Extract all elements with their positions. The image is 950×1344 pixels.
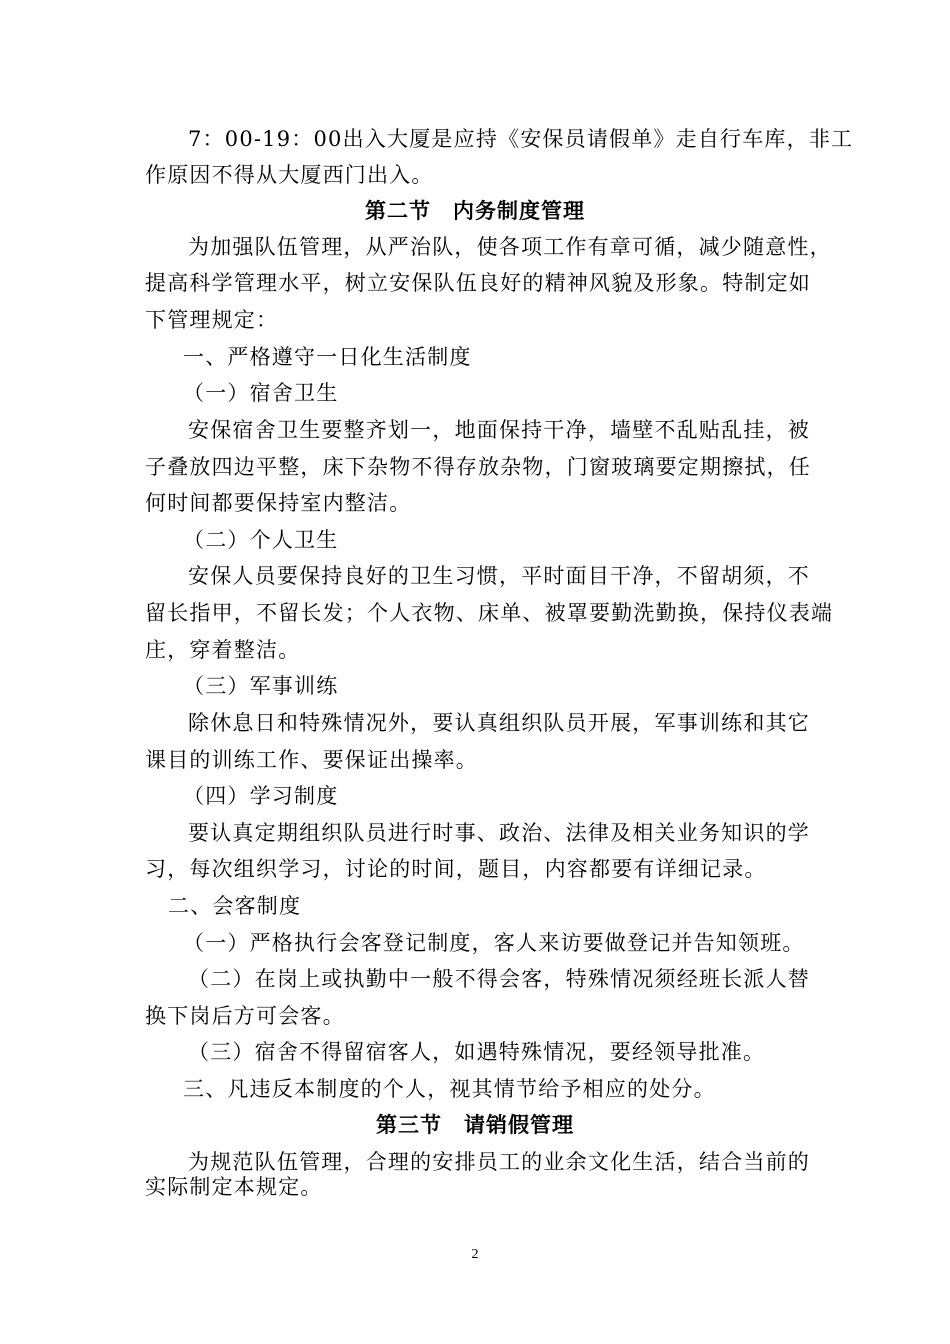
paragraph-line: 要认真定期组织队员进行时事、政治、法律及相关业务知识的学 [188,821,810,845]
paragraph-line: 习，每次组织学习，讨论的时间，题目，内容都要有详细记录。 [145,857,767,881]
section-heading: 第二节 内务制度管理 [365,199,585,223]
paragraph-line: 7：00-19：00出入大厦是应持《安保员请假单》走自行车库，非工 [188,127,854,151]
paragraph-line: 为加强队伍管理，从严治队，使各项工作有章可循，减少随意性， [188,235,832,259]
paragraph-line: 作原因不得从大厦西门出入。 [145,163,434,187]
paragraph-line: 除休息日和特殊情况外，要认真组织队员开展，军事训练和其它 [188,711,810,735]
paragraph-line: 提高科学管理水平，树立安保队伍良好的精神风貌及形象。特制定如 [145,271,811,295]
list-heading: 一、严格遵守一日化生活制度 [183,345,472,369]
paragraph-line: 下管理规定： [145,308,279,332]
paragraph-line: 为规范队伍管理，合理的安排员工的业余文化生活，结合当前的 [188,1150,810,1174]
paragraph-line: 实际制定本规定。 [145,1175,323,1199]
paragraph-line: 子叠放四边平整，床下杂物不得存放杂物，门窗玻璃要定期擦拭，任 [145,455,811,479]
paragraph-line: 何时间都要保持室内整洁。 [145,491,412,515]
paragraph-line: （一）严格执行会客登记制度，客人来访要做登记并告知领班。 [183,931,805,955]
list-heading: 三、凡违反本制度的个人，视其情节给予相应的处分。 [183,1077,716,1101]
sub-heading: （二）个人卫生 [183,528,339,552]
paragraph-line: （三）宿舍不得留宿客人，如遇特殊情况，要经领导批准。 [188,1040,766,1064]
paragraph-line: 换下岗后方可会客。 [145,1004,345,1028]
list-heading: 二、会客制度 [168,894,302,918]
paragraph-line: 安保宿舍卫生要整齐划一，地面保持干净，墙壁不乱贴乱挂，被 [188,418,810,442]
sub-heading: （一）宿舍卫生 [183,381,339,405]
sub-heading: （四）学习制度 [183,784,339,808]
paragraph-line: 安保人员要保持良好的卫生习惯，平时面目干净，不留胡须，不 [188,564,810,588]
page-number: 2 [471,1247,479,1262]
paragraph-line: 庄，穿着整洁。 [145,638,301,662]
paragraph-line: （二）在岗上或执勤中一般不得会客，特殊情况须经班长派人替 [188,967,810,991]
sub-heading: （三）军事训练 [183,674,339,698]
paragraph-line: 课目的训练工作、要保证出操率。 [145,748,478,772]
section-heading: 第三节 请销假管理 [376,1113,574,1137]
paragraph-line: 留长指甲，不留长发；个人衣物、床单、被罩要勤洗勤换，保持仪表端 [145,601,834,625]
